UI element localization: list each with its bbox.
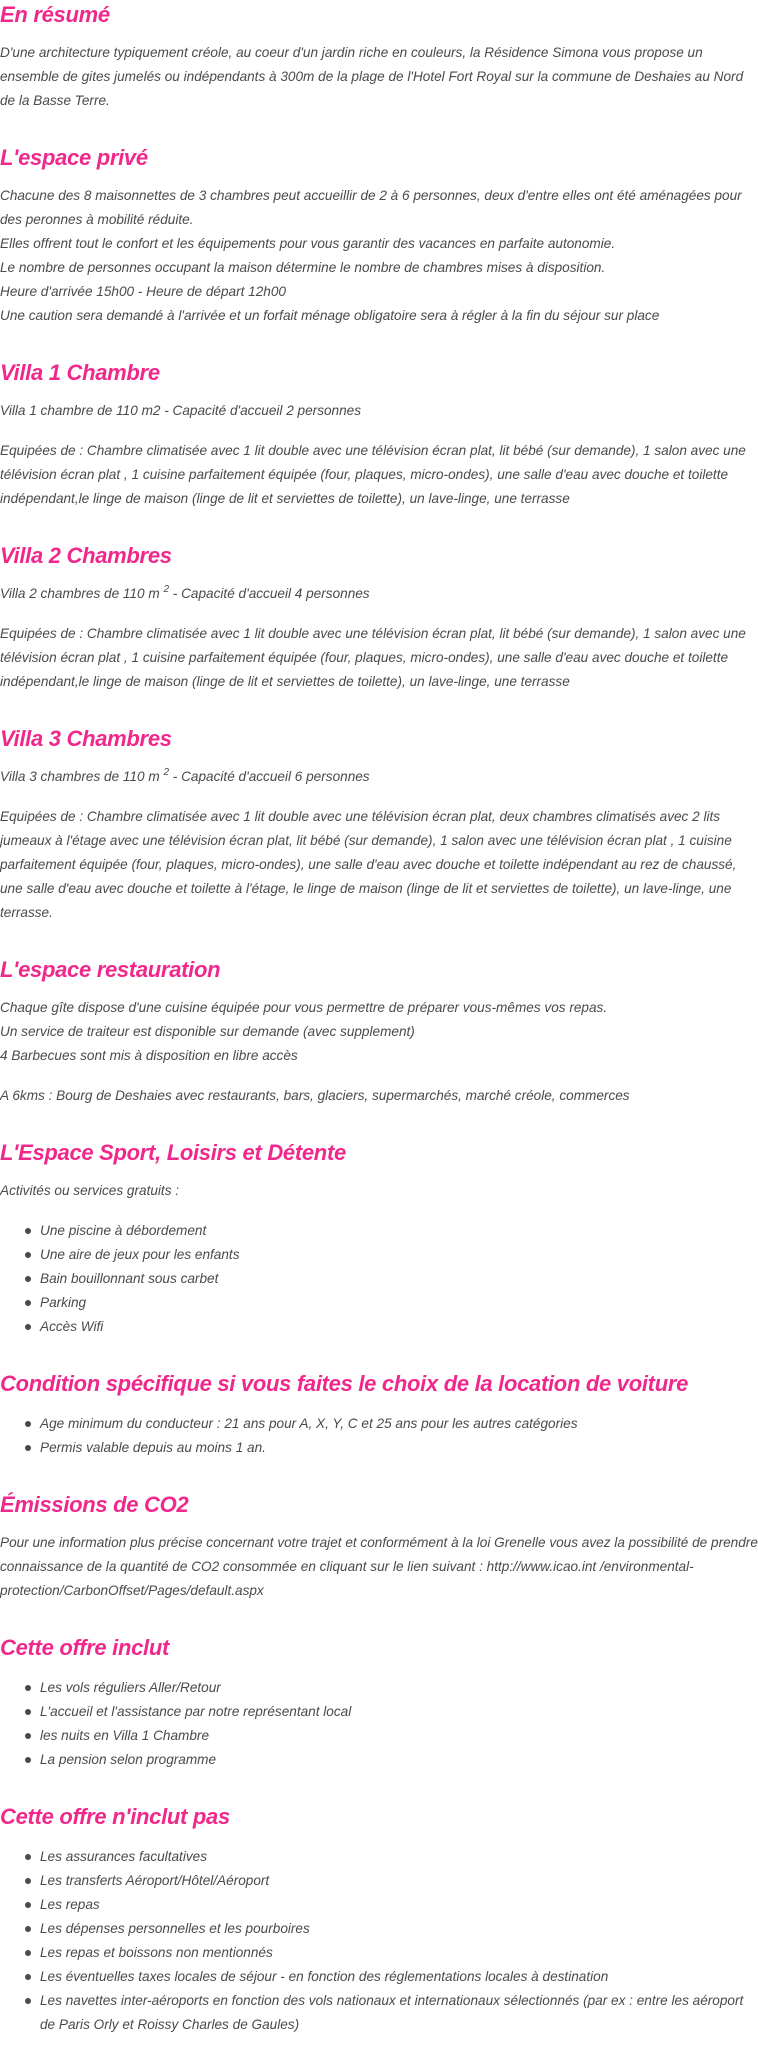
- section-title: L'espace restauration: [0, 957, 221, 982]
- section-title: Villa 2 Chambres: [0, 543, 172, 568]
- list-item: Age minimum du conducteur : 21 ans pour A, X, Y, C et 25 ans pour les autres catégories: [40, 1412, 758, 1436]
- section-title: En résumé: [0, 2, 110, 27]
- list-item: Les repas: [40, 1893, 758, 1917]
- prive-line: Heure d'arrivée 15h00 - Heure de départ 12h00: [0, 284, 286, 299]
- section-title: Villa 1 Chambre: [0, 360, 160, 385]
- villa-capacity: Villa 3 chambres de 110 m $^2$ - Capacité d'accueil 6 personnes: [0, 767, 370, 784]
- section-voiture: [0, 1370, 758, 1460]
- section-villa-2: [0, 542, 758, 694]
- section-title: L'Espace Sport, Loisirs et Détente: [0, 1140, 346, 1165]
- section-villa-3: [0, 725, 758, 925]
- villa-equipment: Equipées de : Chambre climatisée avec 1 lit double avec une télévision écran plat, deux chambres climatisés avec 2 lits jumeaux à l'étage avec une télévision écran plat, lit bébé (sur demande), 1 salon avec une télévision écran plat , 1 cuisine parfaitement équipée (four, plaques, micro-ondes), une salle d'eau avec douche et toilette indépendant au rez de chaussé, une salle d'eau avec douche et toilette à l'étage, le linge de maison (linge de lit et serviettes de toilette), un lave-linge, une terrasse.: [0, 809, 737, 920]
- section-prive: [0, 144, 758, 328]
- section-title: Cette offre n'inclut pas: [0, 1804, 230, 1829]
- section-sport: [0, 1139, 758, 1339]
- list-item: L'accueil et l'assistance par notre représentant local: [40, 1700, 758, 1724]
- sport-list: [0, 1219, 758, 1339]
- inclut-list: [0, 1676, 758, 1772]
- section-title: L'espace privé: [0, 145, 148, 170]
- section-inclut: [0, 1634, 758, 1772]
- co2-text: Pour une information plus précise concernant votre trajet et conformément à la loi Grenelle vous avez la possibilité de prendre connaissance de la quantité de CO2 consommée en cliquant sur le lien suivant : http://www.icao.int /environmental-protection/CarbonOffset/Pages/default.aspx: [0, 1535, 758, 1598]
- list-item: La pension selon programme: [40, 1748, 758, 1772]
- list-item: Accès Wifi: [40, 1315, 758, 1339]
- list-item: Les assurances facultatives: [40, 1845, 758, 1869]
- section-inclut-pas: [0, 1803, 758, 2037]
- list-item: Les vols réguliers Aller/Retour: [40, 1676, 758, 1700]
- section-title: Condition spécifique si vous faites le choix de la location de voiture: [0, 1371, 689, 1396]
- section-title: Villa 3 Chambres: [0, 726, 172, 751]
- list-item: Une aire de jeux pour les enfants: [40, 1243, 758, 1267]
- resume-text: D'une architecture typiquement créole, au coeur d'un jardin riche en couleurs, la Résidence Simona vous propose un ensemble de gites jumelés ou indépendants à 300m de la plage de l'Hotel Fort Royal sur la commune de Deshaies au Nord de la Basse Terre.: [0, 45, 744, 108]
- prive-text: [0, 184, 758, 328]
- villa-capacity: Villa 1 chambre de 110 m2 - Capacité d'accueil 2 personnes: [0, 403, 362, 418]
- list-item: Parking: [40, 1291, 758, 1315]
- list-item: Une piscine à débordement: [40, 1219, 758, 1243]
- bourg-text: A 6kms : Bourg de Deshaies avec restaurants, bars, glaciers, supermarchés, marché créole, commerces: [0, 1088, 630, 1103]
- list-item: Les dépenses personnelles et les pourboires: [40, 1917, 758, 1941]
- restauration-text: Chaque gîte dispose d'une cuisine équipée pour vous permettre de préparer vous-mêmes vos repas. Un service de traiteur est disponible sur demande (avec supplement) 4 Barbecues sont mis à disposition en libre accès: [0, 1000, 608, 1063]
- sport-intro: Activités ou services gratuits :: [0, 1183, 180, 1198]
- villa-capacity: Villa 2 chambres de 110 m $^2$ - Capacité d'accueil 4 personnes: [0, 584, 370, 601]
- list-item: Bain bouillonnant sous carbet: [40, 1267, 758, 1291]
- list-item: les nuits en Villa 1 Chambre: [40, 1724, 758, 1748]
- section-resume: [0, 0, 758, 113]
- villa-equipment: Equipées de : Chambre climatisée avec 1 lit double avec une télévision écran plat, lit bébé (sur demande), 1 salon avec une télévision écran plat , 1 cuisine parfaitement équipée (four, plaques, micro-ondes), une salle d'eau avec douche et toilette indépendant,le linge de maison (linge de lit et serviettes de toilette), un lave-linge, une terrasse: [0, 443, 746, 506]
- section-villa-1: [0, 359, 758, 511]
- list-item: Les navettes inter-aéroports en fonction des vols nationaux et internationaux sélectionnés (par ex : entre les aéroport de Paris Orly et Roissy Charles de Gaules): [40, 1989, 758, 2037]
- list-item: Les transferts Aéroport/Hôtel/Aéroport: [40, 1869, 758, 1893]
- villa-equipment: Equipées de : Chambre climatisée avec 1 lit double avec une télévision écran plat, lit bébé (sur demande), 1 salon avec une télévision écran plat , 1 cuisine parfaitement équipée (four, plaques, micro-ondes), une salle d'eau avec douche et toilette indépendant,le linge de maison (linge de lit et serviettes de toilette), un lave-linge, une terrasse: [0, 626, 746, 689]
- list-item: Les éventuelles taxes locales de séjour - en fonction des réglementations locales à destination: [40, 1965, 758, 1989]
- voiture-list: [0, 1412, 758, 1460]
- prive-line: Chacune des 8 maisonnettes de 3 chambres peut accueillir de 2 à 6 personnes, deux d'entre elles ont été aménagées pour des peronnes à mobilité réduite.: [0, 188, 742, 227]
- prive-line: Une caution sera demandé à l'arrivée et un forfait ménage obligatoire sera à régler à la fin du séjour sur place: [0, 308, 660, 323]
- section-co2: [0, 1491, 758, 1603]
- prive-line: Le nombre de personnes occupant la maison détermine le nombre de chambres mises à disposition.: [0, 260, 606, 275]
- list-item: Permis valable depuis au moins 1 an.: [40, 1436, 758, 1460]
- section-restauration: [0, 956, 758, 1108]
- section-title: Émissions de CO2: [0, 1492, 189, 1517]
- prive-line: Elles offrent tout le confort et les équipements pour vous garantir des vacances en parfaite autonomie.: [0, 236, 616, 251]
- inclut-pas-list: [0, 1845, 758, 2037]
- section-title: Cette offre inclut: [0, 1635, 169, 1660]
- list-item: Les repas et boissons non mentionnés: [40, 1941, 758, 1965]
